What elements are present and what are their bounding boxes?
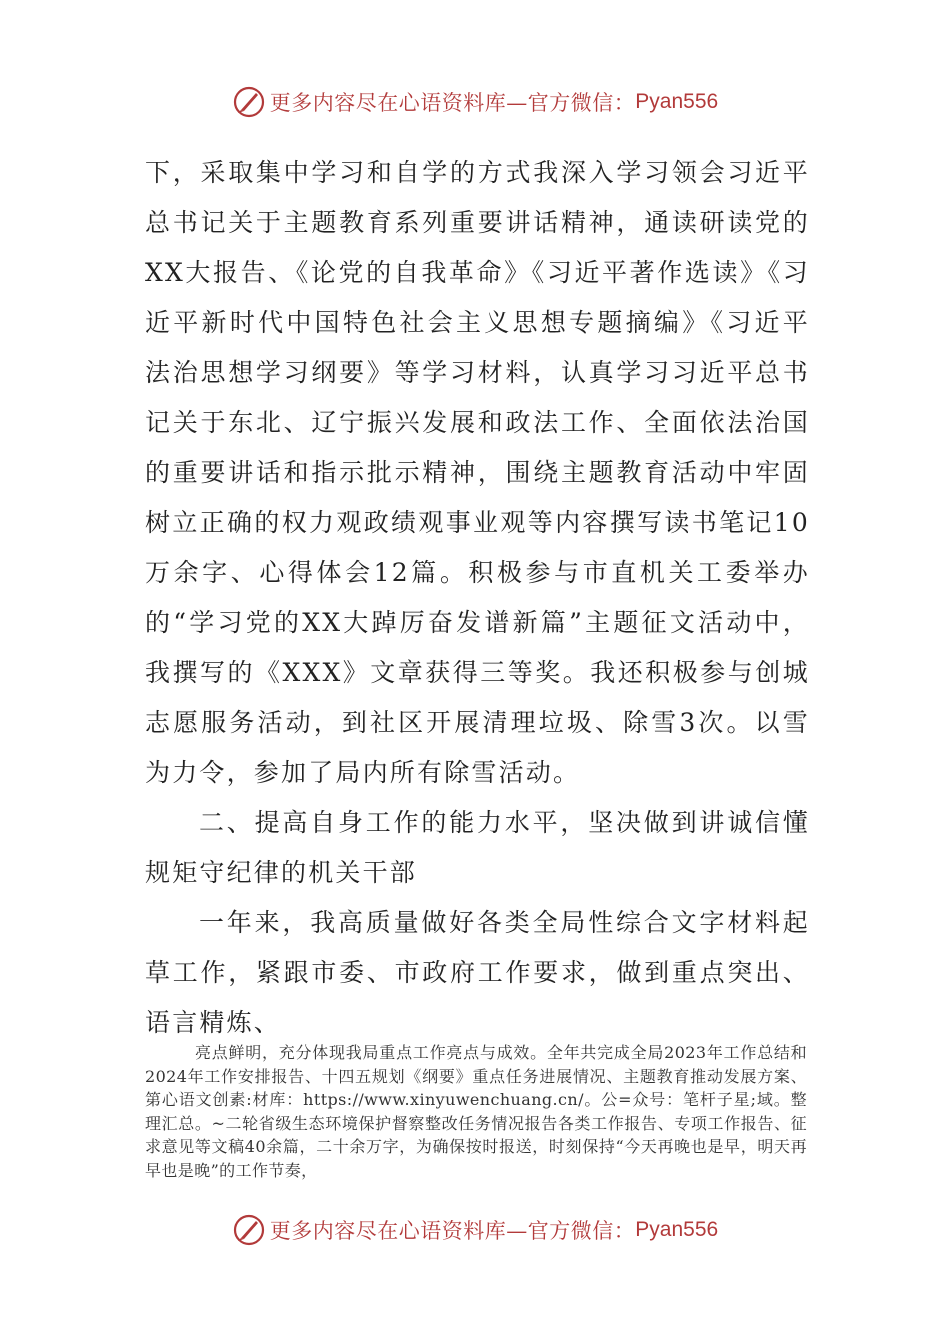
footer-watermark (0, 1210, 950, 1250)
paragraph-writing: 一年来，我高质量做好各类全局性综合文字材料起草工作，紧跟市委、市政府工作要求，做到重点突出、语言精炼、 (145, 908, 810, 1037)
document-body (145, 148, 810, 1048)
watermark-text: 更多内容尽在心语资料库—官方微信： (269, 1219, 636, 1243)
header-watermark (0, 82, 950, 122)
watermark-wechat-id: Pyan556 (635, 1218, 719, 1241)
paragraph-study: 下，采取集中学习和自学的方式我深入学习领会习近平总书记关于主题教育系列重要讲话精神，通读研读党的XX大报告、《论党的自我革命》《习近平著作选读》《习近平新时代中国特色社会主义思想专题摘编》《习近平法治思想学习纲要》等学习材料，认真学习习近平总书记关于东北、辽宁振兴发展和政法工作、全面依法治国的重要讲话和指示批示精神，围绕主题教育活动中牢固树立正确的权力观政绩观事业观等内容撰写读书笔记10万余字、心得体会12篇。积极参与市直机关工委举办的“学习党的XX大踔厉奋发谱新篇”主题征文活动中，我撰写的《XXX》文章获得三等奖。我还积极参与创城志愿服务活动，到社区开展清理垃圾、除雪3次。以雪为力令，参加了局内所有除雪活动。 (145, 158, 810, 787)
quill-logo-icon (232, 1213, 266, 1247)
watermark-wechat-id: Pyan556 (635, 90, 719, 113)
quill-logo-icon (232, 85, 266, 119)
small-paragraph: 亮点鲜明，充分体现我局重点工作亮点与成效。全年共完成全局2023年工作总结和2024年工作安排报告、十四五规划《纲要》重点任务进展情况、主题教育推动发展方案、第心语文创素:材库：https://www.xinyuwenchuang.cn/。公=众号：笔杆子星;域。整理汇总。~二轮省级生态环境保护督察整改任务情况报告各类工作报告、专项工作报告、征求意见等文稿40余篇，二十余万字，为确保按时报送，时刻保持“今天再晚也是早，明天再早也是晚”的工作节奏， (145, 1043, 807, 1180)
section-heading-2: 二、提高自身工作的能力水平，坚决做到讲诚信懂规矩守纪律的机关干部 (145, 808, 810, 887)
watermark-text: 更多内容尽在心语资料库—官方微信： (269, 91, 636, 115)
